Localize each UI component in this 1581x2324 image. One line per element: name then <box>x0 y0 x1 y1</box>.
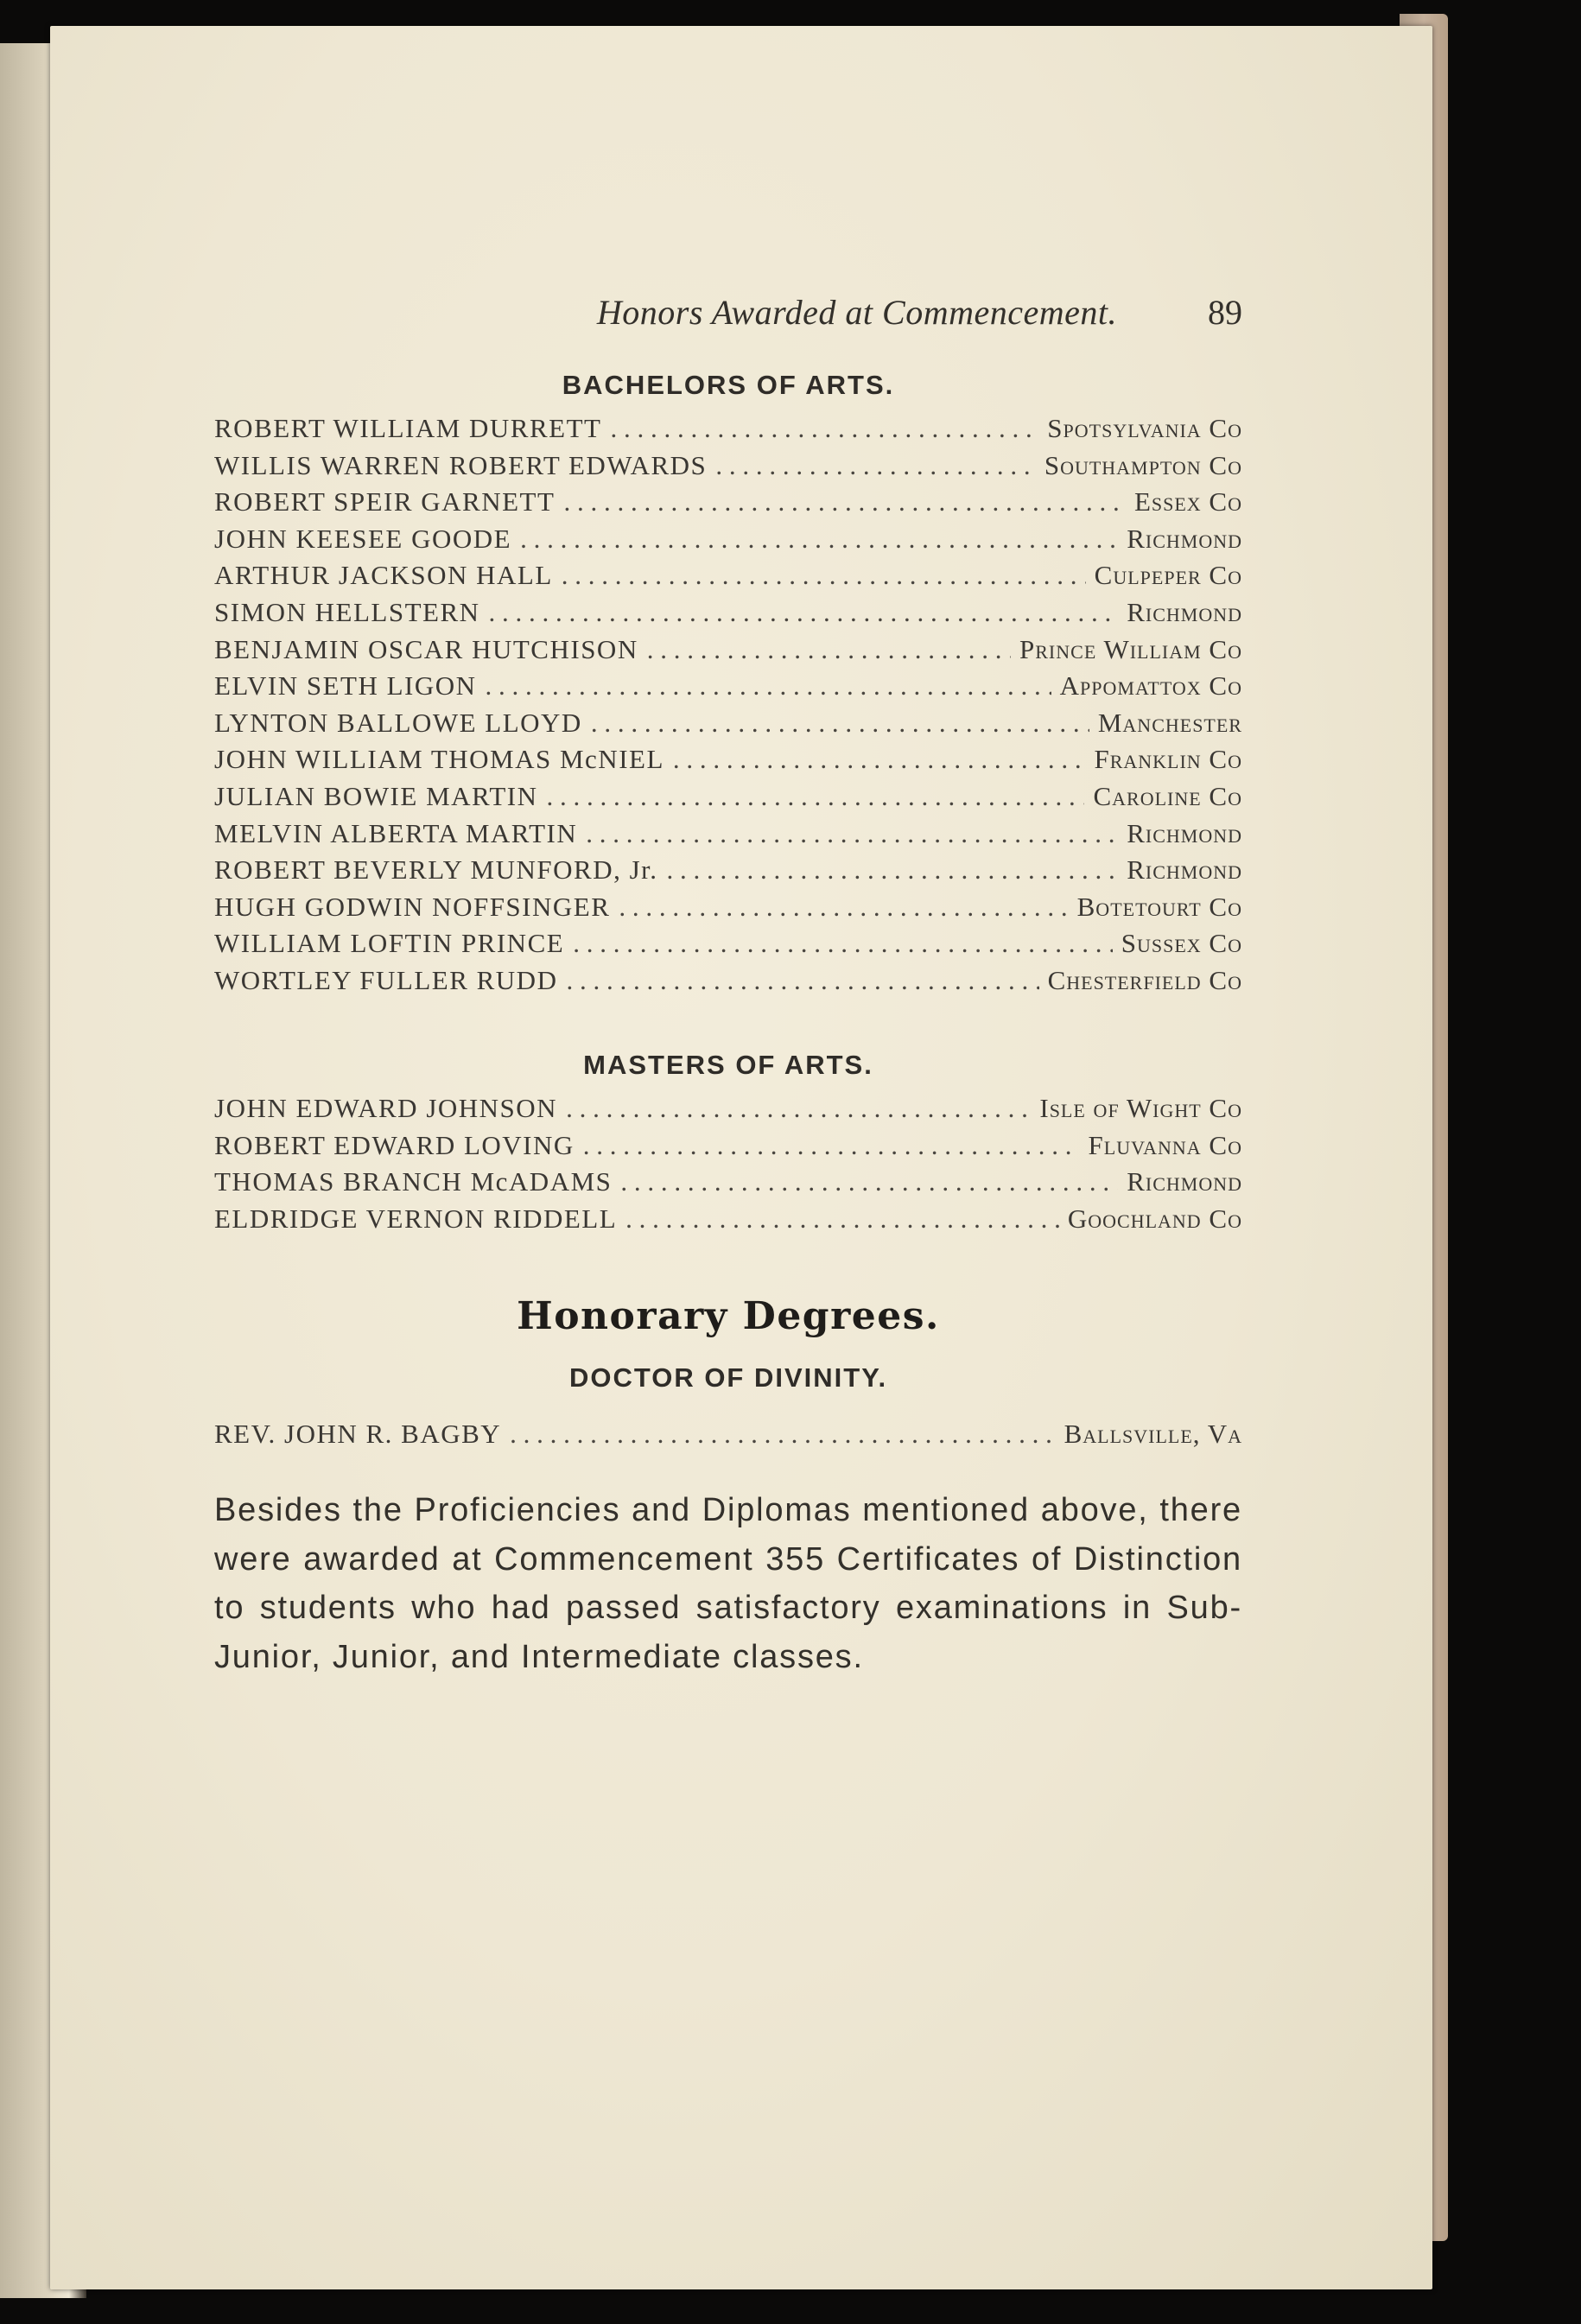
list-item <box>214 450 1242 487</box>
graduate-name: HUGH GODWIN NOFFSINGER <box>214 891 611 922</box>
list-item <box>214 892 1242 929</box>
list-item <box>214 634 1242 671</box>
graduate-name: WILLIS WARREN ROBERT EDWARDS <box>214 449 708 480</box>
doctor-of-divinity-heading: DOCTOR OF DIVINITY. <box>568 1362 888 1393</box>
graduate-place: Chesterfield Co <box>1047 964 1242 995</box>
graduate-place: Richmond <box>1127 854 1242 886</box>
graduate-name: ROBERT SPEIR GARNETT <box>214 486 556 518</box>
graduate-name: ARTHUR JACKSON HALL <box>214 560 553 591</box>
dot-leader <box>619 892 1068 923</box>
dot-leader <box>510 1419 1055 1450</box>
dot-leader <box>583 1130 1080 1161</box>
dot-leader <box>586 818 1118 849</box>
list-item <box>214 965 1242 1002</box>
graduate-place: Caroline Co <box>1093 780 1242 811</box>
dot-leader <box>591 708 1089 739</box>
dot-leader <box>573 928 1113 959</box>
graduate-place: Sussex Co <box>1121 928 1242 959</box>
graduate-name: WORTLEY FULLER RUDD <box>214 964 558 995</box>
list-item <box>214 854 1242 892</box>
list-item <box>214 1166 1242 1203</box>
running-title: Honors Awarded at Commencement. <box>596 293 1117 332</box>
graduate-name: WILLIAM LOFTIN PRINCE <box>214 928 565 959</box>
masters-list <box>214 1093 1242 1240</box>
graduate-name: JULIAN BOWIE MARTIN <box>214 780 538 811</box>
graduate-name: JOHN WILLIAM THOMAS McNIEL <box>214 744 664 775</box>
dot-leader <box>715 450 1036 481</box>
graduate-name: ROBERT WILLIAM DURRETT <box>214 413 602 443</box>
graduate-place: Manchester <box>1097 707 1242 738</box>
list-item <box>214 1419 1242 1456</box>
list-item <box>214 597 1242 634</box>
graduate-place: Essex Co <box>1133 486 1242 518</box>
graduate-place: Spotsylvania Co <box>1047 413 1242 443</box>
running-head <box>214 292 1242 344</box>
dot-leader <box>625 1203 1059 1235</box>
dot-leader <box>673 744 1086 775</box>
list-item <box>214 560 1242 597</box>
dot-leader <box>620 1166 1118 1197</box>
dot-leader <box>667 854 1119 886</box>
dot-leader <box>610 413 1038 444</box>
list-item <box>214 413 1242 450</box>
graduate-name: JOHN EDWARD JOHNSON <box>214 1093 558 1123</box>
dot-leader <box>486 670 1051 702</box>
list-item <box>214 744 1242 781</box>
graduate-place: Southampton Co <box>1044 449 1242 480</box>
graduate-place: Ballsville, Va <box>1064 1419 1242 1449</box>
graduate-name: ROBERT BEVERLY MUNFORD, Jr. <box>214 854 658 886</box>
graduate-place: Appomattox Co <box>1059 670 1242 702</box>
page-number: 89 <box>1208 293 1242 332</box>
graduate-name: JOHN KEESEE GOODE <box>214 523 512 554</box>
graduate-name: ELDRIDGE VERNON RIDDELL <box>214 1203 618 1234</box>
list-item <box>214 1093 1242 1130</box>
bachelors-heading: BACHELORS OF ARTS. <box>562 370 895 400</box>
dot-leader <box>546 781 1084 812</box>
honorary-list <box>214 1419 1242 1456</box>
dot-leader <box>520 524 1118 555</box>
list-item <box>214 670 1242 708</box>
graduate-place: Richmond <box>1127 1166 1242 1197</box>
list-item <box>214 708 1242 745</box>
list-item <box>214 781 1242 818</box>
dot-leader <box>489 597 1119 628</box>
graduate-name: MELVIN ALBERTA MARTIN <box>214 817 578 848</box>
dot-leader <box>563 486 1126 518</box>
list-item <box>214 486 1242 524</box>
list-item <box>214 524 1242 561</box>
list-item <box>214 1130 1242 1167</box>
graduate-place: Goochland Co <box>1067 1203 1242 1234</box>
graduate-place: Franklin Co <box>1094 744 1242 775</box>
graduate-name: REV. JOHN R. BAGBY <box>214 1419 502 1449</box>
list-item <box>214 818 1242 855</box>
graduate-name: SIMON HELLSTERN <box>214 596 480 627</box>
graduate-name: ELVIN SETH LIGON <box>214 670 477 702</box>
dot-leader <box>566 1093 1031 1124</box>
list-item <box>214 928 1242 965</box>
bachelors-list <box>214 413 1242 1002</box>
honorary-degrees-heading: Honorary Degrees. <box>517 1294 940 1338</box>
graduate-name: BENJAMIN OSCAR HUTCHISON <box>214 633 638 664</box>
graduate-place: Richmond <box>1127 817 1242 848</box>
graduate-place: Botetourt Co <box>1076 891 1242 922</box>
graduate-name: THOMAS BRANCH McADAMS <box>214 1166 613 1197</box>
graduate-name: LYNTON BALLOWE LLOYD <box>214 707 582 738</box>
graduate-place: Prince William Co <box>1019 633 1242 664</box>
graduate-place: Culpeper Co <box>1094 560 1242 591</box>
masters-heading: MASTERS OF ARTS. <box>583 1050 873 1080</box>
closing-paragraph: Besides the Proficiencies and Diplomas mentioned above, there were awarded at Commencement 355 Certificates of Distinction to students who had passed satisfactory examinations in Sub-Junior, Junior, and Intermediate classes. <box>214 1492 1242 1675</box>
graduate-place: Fluvanna Co <box>1088 1129 1242 1160</box>
graduate-place: Richmond <box>1127 523 1242 554</box>
book-page <box>50 26 1432 2289</box>
graduate-place: Isle of Wight Co <box>1039 1093 1242 1123</box>
list-item <box>214 1203 1242 1241</box>
dot-leader <box>647 634 1011 665</box>
graduate-place: Richmond <box>1127 596 1242 627</box>
graduate-name: ROBERT EDWARD LOVING <box>214 1129 575 1160</box>
dot-leader <box>566 965 1038 996</box>
dot-leader <box>562 560 1086 591</box>
